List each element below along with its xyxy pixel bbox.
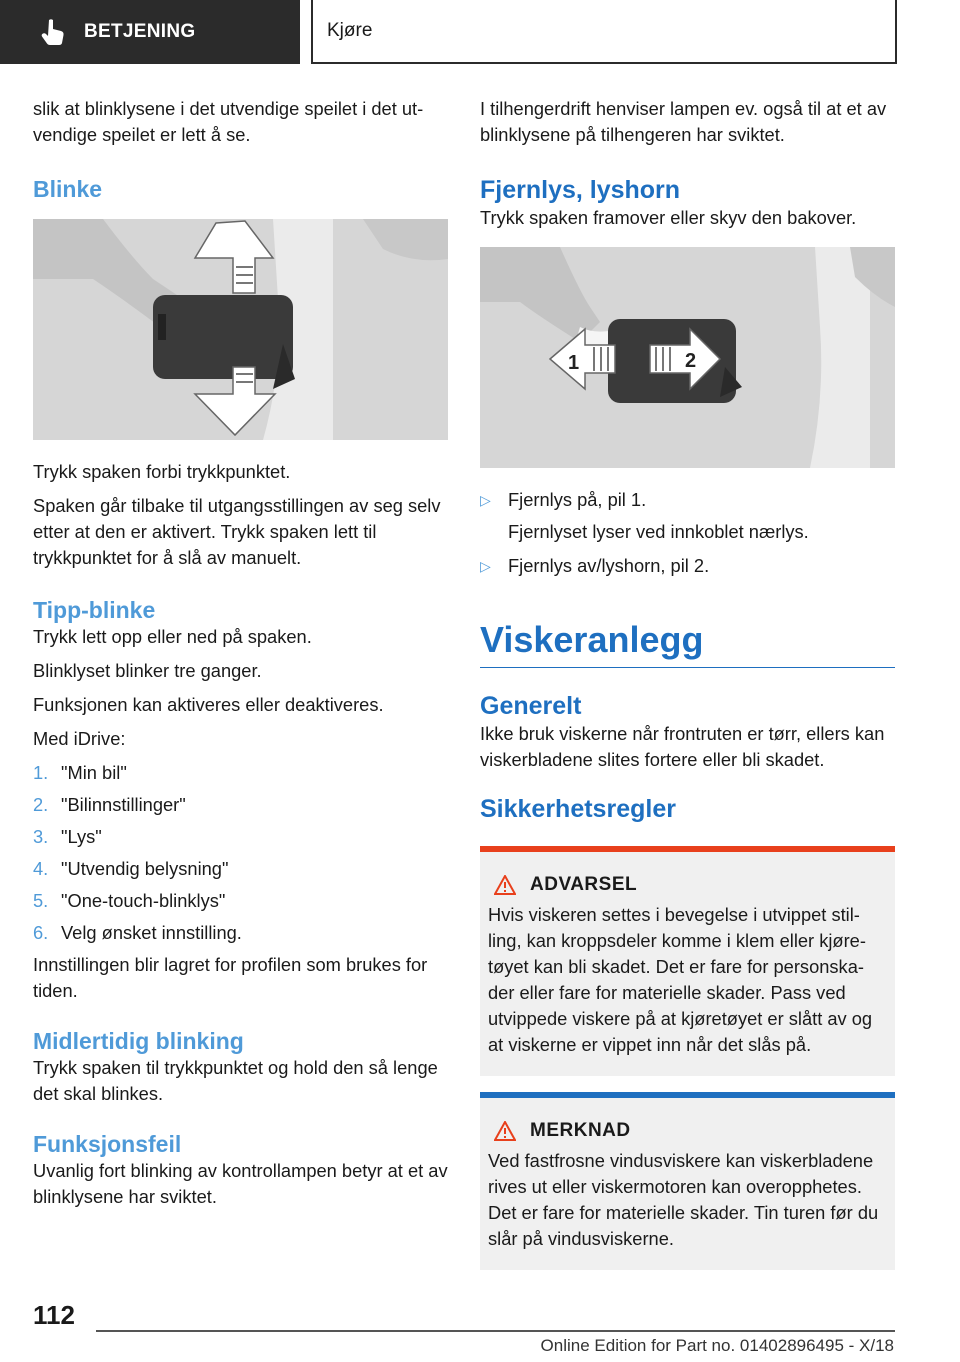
page-number: 112 [33,1300,75,1330]
list-item: 5. "One-touch-blinklys" [33,890,226,911]
warning-box [480,846,895,1076]
section-tab [0,0,300,64]
intro-text: slik at blinklysene i det utvendige speilet i det ut-vendige speilet er lett å se. [33,98,424,145]
list-item: 3. "Lys" [33,826,102,847]
list-item: 1. "Min bil" [33,762,127,783]
triangle-bullet-icon: ▷ [480,492,491,508]
warning-text: Hvis viskeren settes i bevegelse i utvippet stil-ling, kan kroppsdeler komme i klem eller kjøre-tøyet kan bli skadet. Det er fare for personska-der eller fare for materielle skader. Pass ved utvippede viskere på at kjøretøyet er slått av og at viskerne er vippet inn når det slås på. [488,904,873,1055]
paragraph: Spaken går tilbake til utgangsstillingen av seg selv etter at den er aktivert. Trykk spaken lett til trykkpunktet for å slå av manuelt. [33,495,441,568]
heading-generelt: Generelt [480,692,582,720]
paragraph: Innstillingen blir lagret for profilen som brukes for tiden. [33,954,428,1001]
chapter-label: Kjøre [327,20,373,41]
list-item: ▷ Fjernlys av/lyshorn, pil 2. [480,553,895,579]
list-item: ▷ Fjernlys på, pil 1. [480,487,895,513]
paragraph: Funksjonen kan aktiveres eller deaktiveres. [33,694,384,715]
list-item: 4. "Utvendig belysning" [33,858,229,879]
idrive-steps [33,760,448,946]
paragraph: Trykk spaken til trykkpunktet og hold den så lenge det skal blinkes. [33,1057,438,1104]
paragraph: Blinklyset blinker tre ganger. [33,660,262,681]
heading-sikkerhetsregler: Sikkerhetsregler [480,795,676,823]
heading-tipp-blinke: Tipp-blinke [33,597,156,623]
heading-viskeranlegg: Viskeranlegg [480,619,895,668]
paragraph: Trykk spaken forbi trykkpunktet. [33,461,291,482]
right-column [480,96,895,1270]
chapter-tab [311,0,897,64]
arrow-label-2: 2 [685,350,697,372]
note-box [480,1092,895,1270]
left-column [33,96,448,1210]
footer-divider [96,1330,895,1332]
list-item: 2. "Bilinnstillinger" [33,794,186,815]
paragraph: Trykk lett opp eller ned på spaken. [33,626,312,647]
intro-text: I tilhengerdrift henviser lampen ev. også til at et av blinklysene på tilhengeren har sviktet. [480,98,887,145]
paragraph: Ikke bruk viskerne når frontruten er tørr, ellers kan viskerbladene slites fortere eller bli skadet. [480,723,885,770]
note-text: Ved fastfrosne vindusviskere kan viskerbladene rives ut eller viskermotoren kan overopphetes. Det er fare for materielle skader. Tin turen før du slår på vindusviskerne. [488,1150,879,1249]
note-title: MERKNAD [530,1120,631,1141]
arrow-label-1: 1 [568,352,580,374]
warning-title: ADVARSEL [530,874,638,895]
list-item: 6. Velg ønsket innstilling. [33,922,242,943]
triangle-bullet-icon: ▷ [480,558,491,574]
paragraph: Med iDrive: [33,728,126,749]
list-item: Fjernlyset lyser ved innkoblet nærlys. [508,521,809,542]
heading-funksjonsfeil: Funksjonsfeil [33,1131,182,1157]
heading-blinke: Blinke [33,176,103,202]
high-beam-list [480,487,895,579]
paragraph: Uvanlig fort blinking av kontrollampen betyr at et av blinklysene har sviktet. [33,1160,448,1207]
turn-signal-lever-figure [33,219,448,440]
section-label: BETJENING [84,21,196,42]
heading-fjernlys: Fjernlys, lyshorn [480,176,681,204]
note-triangle-icon [494,1121,516,1141]
warning-triangle-icon [494,875,516,895]
paragraph: Trykk spaken framover eller skyv den bakover. [480,207,857,228]
heading-midlertidig: Midlertidig blinking [33,1028,244,1054]
high-beam-lever-figure [480,247,895,468]
hand-pointer-icon [38,17,68,47]
edition-text: Online Edition for Part no. 01402896495 - X/18 [540,1336,894,1355]
